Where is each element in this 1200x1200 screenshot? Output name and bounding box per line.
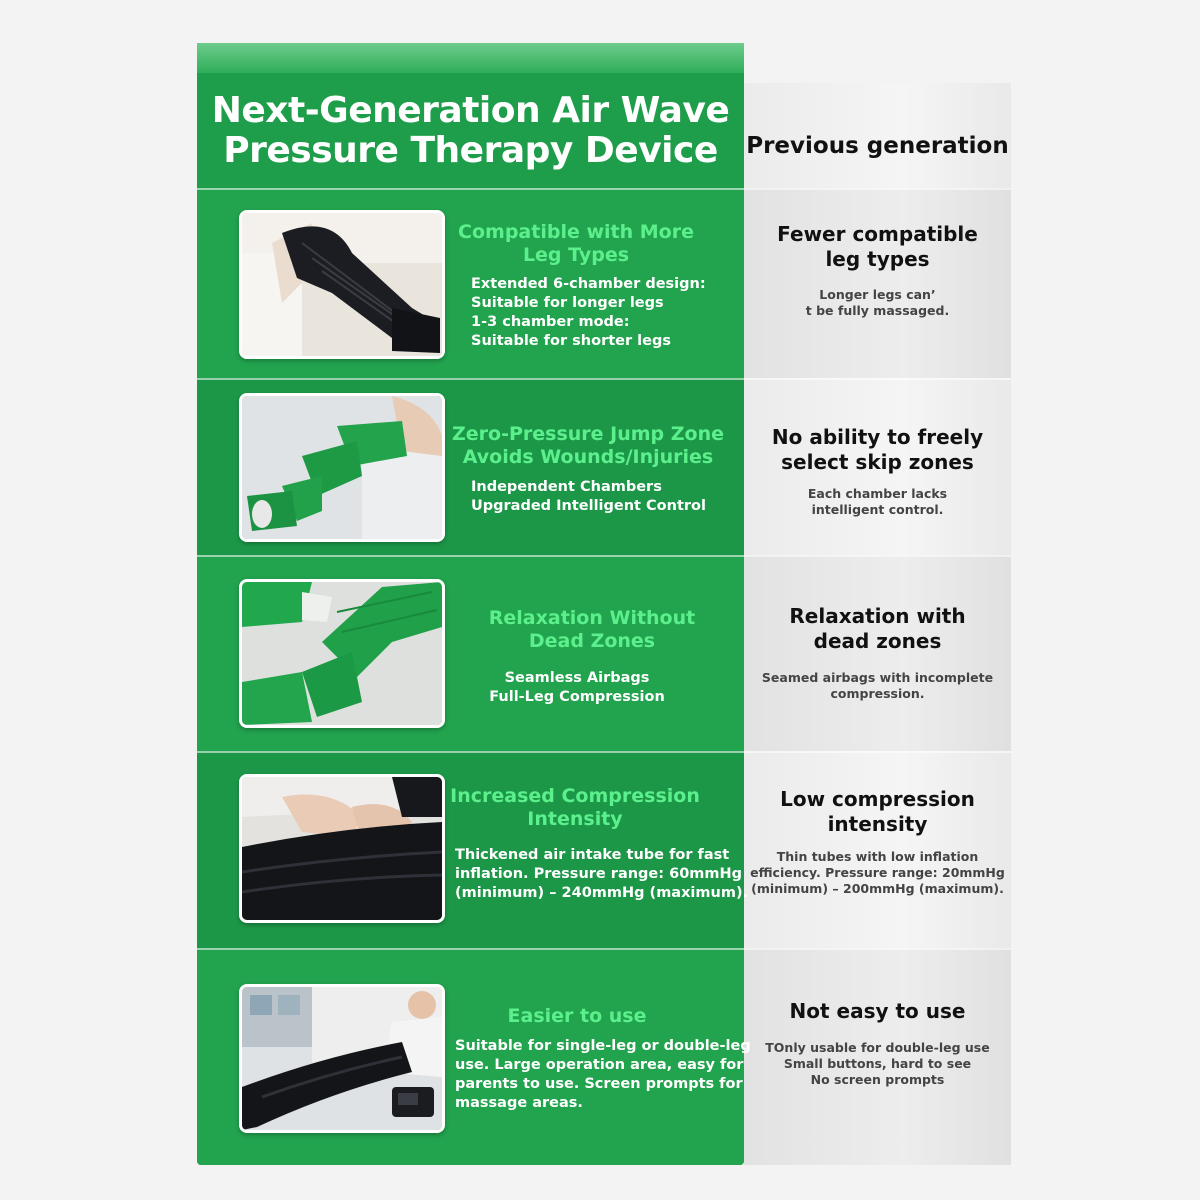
- feature-description: [455, 846, 748, 903]
- feature-heading: [447, 221, 705, 267]
- feature-description-line: use. Large operation area, easy for: [455, 1057, 744, 1073]
- feature-description-line: 1-3 chamber mode:: [471, 314, 630, 330]
- feature-description-line: Suitable for single-leg or double-leg: [455, 1038, 751, 1054]
- feature-description-line: Full-Leg Compression: [489, 689, 665, 705]
- feature-description: [467, 669, 687, 707]
- feature-description-line: Suitable for shorter legs: [471, 333, 671, 349]
- feature-description-line: Extended 6-chamber design:: [471, 276, 706, 292]
- previous-heading-line: Fewer compatible: [777, 222, 978, 246]
- feature-description: [455, 1037, 751, 1113]
- feature-heading-line: Compatible with More: [458, 221, 694, 243]
- previous-description-line: intelligent control.: [811, 502, 944, 517]
- comparison-card: [197, 43, 1011, 1165]
- previous-feature-heading: [744, 425, 1011, 475]
- title-line: Next-Generation Air Wave: [211, 90, 730, 131]
- title-line: Pressure Therapy Device: [223, 130, 718, 171]
- feature-heading-line: Increased Compression: [450, 785, 700, 807]
- previous-description-line: Longer legs can’: [819, 287, 936, 302]
- previous-description-line: No screen prompts: [810, 1072, 945, 1087]
- feature-description: [471, 275, 706, 351]
- previous-feature-description: [744, 287, 1011, 319]
- feature-heading-line: Avoids Wounds/Injuries: [462, 446, 714, 468]
- previous-description-line: Seamed airbags with incomplete: [761, 670, 994, 685]
- previous-heading-line: No ability to freely: [771, 425, 984, 449]
- feature-heading-line: Relaxation Without: [488, 607, 696, 629]
- feature-description-line: inflation. Pressure range: 60mmHg: [455, 866, 743, 882]
- feature-heading: [447, 423, 729, 469]
- feature-heading: [447, 1005, 707, 1028]
- previous-feature-description: [744, 849, 1011, 897]
- previous-feature-description: [744, 1040, 1011, 1088]
- previous-heading-line: select skip zones: [781, 450, 974, 474]
- previous-heading-line: dead zones: [813, 629, 942, 653]
- previous-feature-heading: [744, 222, 1011, 272]
- prev-row-bg-1: [744, 188, 1011, 378]
- feature-heading: [447, 785, 703, 831]
- feature-heading-line: Dead Zones: [528, 630, 656, 652]
- product-photo-seamless-airbags: [239, 579, 445, 728]
- previous-description-line: Thin tubes with low inflation: [776, 849, 979, 864]
- previous-feature-heading: [744, 604, 1011, 654]
- previous-description-line: compression.: [830, 686, 925, 701]
- previous-feature-heading: [744, 787, 1011, 837]
- row-divider: [197, 378, 1011, 380]
- previous-description-line: t be fully massaged.: [805, 303, 950, 318]
- product-photo-compression: [239, 774, 445, 923]
- previous-feature-description: [744, 670, 1011, 702]
- feature-description-line: Upgraded Intelligent Control: [471, 498, 706, 514]
- row-divider: [197, 188, 1011, 190]
- previous-description-line: efficiency. Pressure range: 20mmHg: [750, 865, 1005, 880]
- feature-description-line: Seamless Airbags: [504, 670, 650, 686]
- feature-description-line: Suitable for longer legs: [471, 295, 664, 311]
- feature-description: [471, 478, 706, 516]
- page-title: [197, 91, 744, 171]
- product-photo-legs-sofa: [239, 210, 445, 359]
- feature-description-line: Independent Chambers: [471, 479, 662, 495]
- previous-heading-line: intensity: [827, 812, 928, 836]
- feature-description-line: (minimum) – 240mmHg (maximum).: [455, 885, 749, 901]
- previous-heading-line: leg types: [825, 247, 930, 271]
- feature-heading-line: Intensity: [527, 808, 623, 830]
- previous-generation-heading: Previous generation: [746, 133, 1009, 159]
- feature-heading-line: Zero-Pressure Jump Zone: [451, 423, 725, 445]
- feature-description-line: Thickened air intake tube for fast: [455, 847, 730, 863]
- previous-heading-line: Not easy to use: [789, 999, 966, 1023]
- previous-feature-description: [744, 486, 1011, 518]
- feature-heading-line: Leg Types: [522, 244, 630, 266]
- feature-description-line: massage areas.: [455, 1095, 583, 1111]
- previous-feature-heading: [744, 999, 1011, 1024]
- previous-description-line: Each chamber lacks: [807, 486, 948, 501]
- feature-description-line: parents to use. Screen prompts for: [455, 1076, 743, 1092]
- feature-heading: [467, 607, 717, 653]
- previous-description-line: (minimum) – 200mmHg (maximum).: [751, 881, 1004, 896]
- previous-description-line: TOnly usable for double-leg use: [765, 1040, 990, 1055]
- product-photo-elderly-user: [239, 984, 445, 1133]
- row-divider: [197, 948, 1011, 950]
- row-divider: [197, 555, 1011, 557]
- previous-heading-line: Low compression: [780, 787, 975, 811]
- row-divider: [197, 751, 1011, 753]
- panel-top-bevel: [197, 43, 744, 73]
- previous-heading-line: Relaxation with: [789, 604, 966, 628]
- feature-heading-line: Easier to use: [507, 1005, 647, 1027]
- previous-description-line: Small buttons, hard to see: [783, 1056, 972, 1071]
- product-photo-green-leg: [239, 393, 445, 542]
